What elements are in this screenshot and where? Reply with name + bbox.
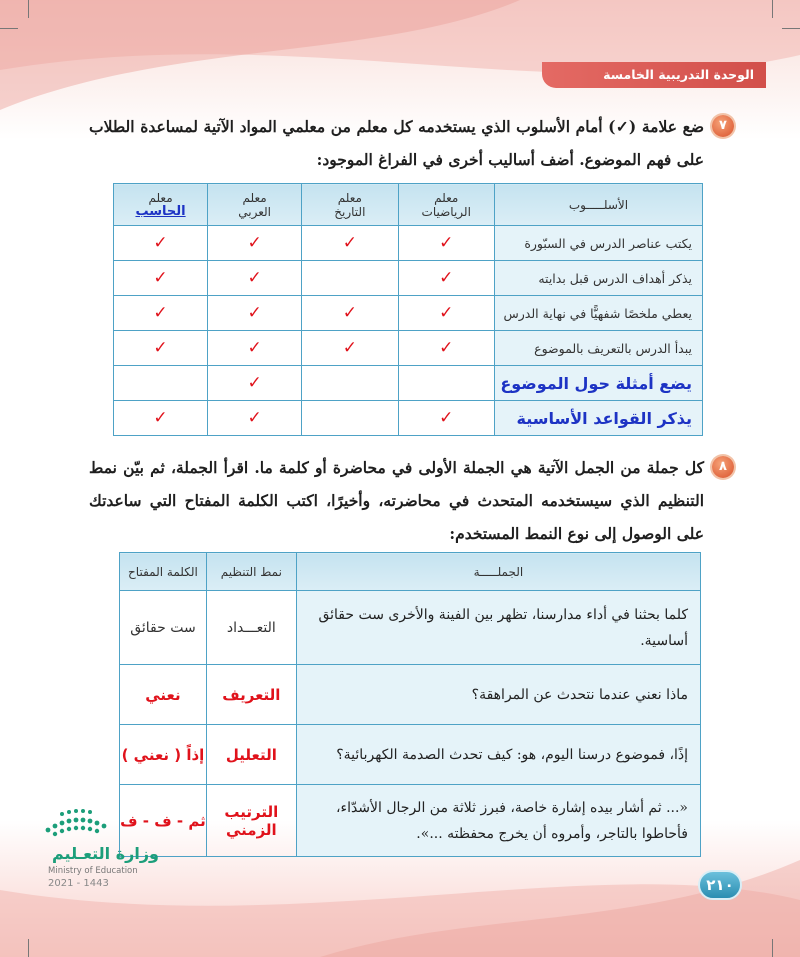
sentence-cell: إذًا، فموضوع درسنا اليوم، هو: كيف تحدث الصدمة الكهربائية؟ [296,725,700,785]
check-mark: ✓ [208,366,302,401]
header-computer-handwritten: الحاسب [135,203,186,219]
header-computer-label: معلم [148,190,173,205]
keyword-cell-handwritten: ثم - ف - ف [120,785,207,857]
table-row [114,226,703,261]
check-mark: ✓ [302,296,398,331]
teaching-methods-table [113,183,703,436]
pattern-cell-handwritten: التعريف [206,665,296,725]
check-mark: ✓ [114,401,208,436]
table-row [114,366,703,401]
table-row [114,261,703,296]
check-mark: ✓ [208,261,302,296]
keyword-cell: ست حقائق [120,591,207,665]
method-cell: يذكر أهداف الدرس قبل بدايته [494,261,702,296]
header-arabic-teacher: معلم العربي [208,184,302,226]
question-8-text: كل جملة من الجمل الآتية هي الجملة الأولى في محاضرة أو كلمة ما. اقرأ الجملة، ثم بيّن نمط التنظيم الذي سيستخدمه المتحدث في محاضرته، وأخيرًا، اكتب الكلمة المفتاح التي ساعدتك على الوصول إلى نوع النمط المستخدم: [89,458,704,543]
check-mark [302,401,398,436]
check-mark: ✓ [114,331,208,366]
crop-mark [28,939,29,957]
table-row [120,591,701,665]
unit-title-banner: الوحدة التدريبية الخامسة [542,62,766,88]
sentence-cell: «... ثم أشار بيده إشارة خاصة، فبرز ثلاثة من الرجال الأشدّاء، فأحاطوا بالتاجر، وأمروه أن يخرج محفظته ...». [296,785,700,857]
check-mark: ✓ [398,261,494,296]
check-mark [114,366,208,401]
pattern-cell-handwritten: التعليل [206,725,296,785]
header-pattern: نمط التنظيم [206,553,296,591]
ministry-name-arabic: وزارة التعـليم [52,844,159,863]
header-math-teacher: معلم الرياضيات [398,184,494,226]
table-row [120,785,701,857]
question-7-text: ضع علامة (✓) أمام الأسلوب الذي يستخدمه كل معلم من معلمي المواد الآتية لمساعدة الطلاب على فهم الموضوع. أضف أساليب أخرى في الفراغ الموجود: [89,117,704,169]
check-mark: ✓ [398,331,494,366]
keyword-cell-handwritten: نعني [120,665,207,725]
header-method: الأسلـــــوب [494,184,702,226]
method-cell-handwritten: يذكر القواعد الأساسية [494,401,702,436]
ministry-dots-emblem-icon [40,800,150,844]
header-keyword: الكلمة المفتاح [120,553,207,591]
method-cell: يكتب عناصر الدرس في السبّورة [494,226,702,261]
table-row [120,725,701,785]
check-mark: ✓ [114,261,208,296]
crop-mark [782,28,800,29]
method-cell-handwritten: يضع أمثلة حول الموضوع [494,366,702,401]
question-7-number: ٧ [712,115,734,137]
check-mark: ✓ [208,331,302,366]
table-row [114,296,703,331]
check-mark: ✓ [208,226,302,261]
check-mark: ✓ [302,331,398,366]
check-mark [302,261,398,296]
crop-mark [772,939,773,957]
table-row [114,331,703,366]
sentence-cell: ماذا نعني عندما نتحدث عن المراهقة؟ [296,665,700,725]
table-header-row [120,553,701,591]
ministry-of-education-logo [40,800,160,890]
edition-year: 2021 - 1443 [48,878,109,889]
pattern-cell: التعـــداد [206,591,296,665]
crop-mark [0,28,18,29]
sentence-cell: كلما بحثنا في أداء مدارسنا، تظهر بين الفينة والأخرى ست حقائق أساسية. [296,591,700,665]
check-mark: ✓ [302,226,398,261]
check-mark: ✓ [114,226,208,261]
question-8-number: ٨ [712,456,734,478]
pattern-cell-handwritten: الترتيب الزمني [206,785,296,857]
check-mark: ✓ [208,401,302,436]
check-mark: ✓ [398,296,494,331]
crop-mark [28,0,29,18]
page-number: ٢١٠ [698,870,742,900]
check-mark: ✓ [398,401,494,436]
keyword-cell-handwritten: إذاً ( نعني ) [120,725,207,785]
method-cell: يبدأ الدرس بالتعريف بالموضوع [494,331,702,366]
check-mark [398,366,494,401]
table-row [120,665,701,725]
check-mark: ✓ [398,226,494,261]
check-mark: ✓ [114,296,208,331]
method-cell: يعطي ملخصًا شفهيًّا في نهاية الدرس [494,296,702,331]
table-header-row [114,184,703,226]
crop-mark [772,0,773,18]
table-row [114,401,703,436]
header-history-teacher: معلم التاريخ [302,184,398,226]
organization-pattern-table [119,552,701,857]
check-mark: ✓ [208,296,302,331]
header-sentence: الجملـــــة [296,553,700,591]
header-computer-teacher [114,184,208,226]
check-mark [302,366,398,401]
ministry-name-english: Ministry of Education [48,866,138,876]
